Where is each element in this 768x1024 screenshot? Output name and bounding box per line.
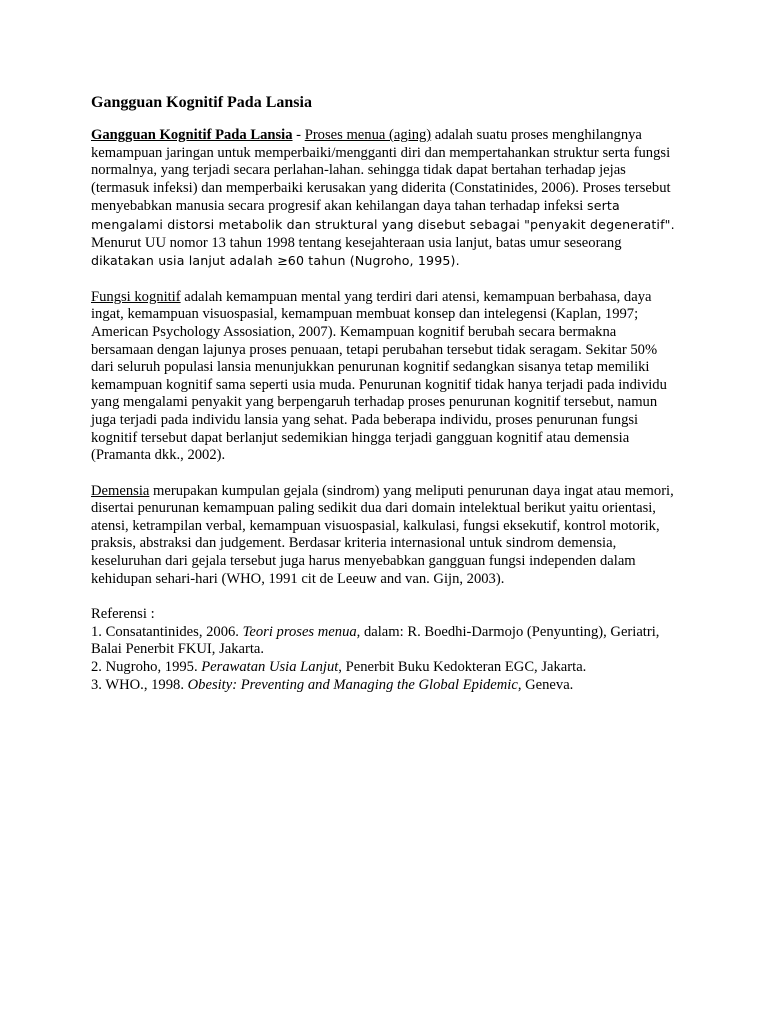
term-fungsi-kognitif: Fungsi kognitif [91,288,181,305]
paragraph-text-alt-font: dikatakan usia lanjut adalah ≥60 tahun (Nugroho, 1995). [91,253,460,269]
paragraph-text: merupakan kumpulan gejala (sindrom) yang meliputi penurunan daya ingat atau memori, disertai penurunan kemampuan paling sedikit dua dari domain intelektual berikut yaitu orientasi, atensi, ketrampilan verbal, kemampuan visuospasial, kalkulasi, fungsi eksekutif, kontrol motorik, praksis, abstraksi dan judgement. Berdasar kriteria internasional untuk sindrom demensia, keseluruhan dari gejala tersebut juga harus menyebabkan gangguan fungsi independen dalam kehidupan sehari-hari (WHO, 1991 cit de Leeuw and van. Gijn, 2003). [91,482,674,587]
reference-author: 2. Nugroho, 1995. [91,659,202,676]
reference-item [91,677,676,695]
paragraph-text-alt-font: serta mengalami distorsi metabolik dan struktural yang disebut sebagai "penyakit degeneratif". [91,198,675,232]
reference-item [91,659,676,677]
references-heading: Referensi : [91,606,155,623]
term-gangguan-kognitif: Gangguan Kognitif Pada Lansia [91,127,293,143]
paragraph-text: Menurut UU nomor 13 tahun 1998 tentang kesejahteraan usia lanjut, batas umur seseorang [91,234,622,251]
page-title: Gangguan Kognitif Pada Lansia [91,94,312,111]
reference-title: Teori proses menua [242,623,357,640]
term-proses-menua: Proses menua (aging) [304,127,432,143]
paragraph-aging [91,127,676,271]
reference-details: , Geneva. [517,676,574,693]
reference-details: , dalam: R. Boedhi-Darmojo (Penyunting), Geriatri, Balai Penerbit FKUI, Jakarta. [91,623,660,658]
term-separator: - [292,127,305,143]
references-section [91,606,676,694]
reference-author: 1. Consatantinides, 2006. [91,623,243,640]
reference-item [91,624,676,659]
paragraph-fungsi-kognitif [91,289,676,465]
reference-details: , Penerbit Buku Kedokteran EGC, Jakarta. [338,659,587,676]
reference-title: Obesity: Preventing and Managing the Global Epidemic [187,676,518,693]
reference-author: 3. WHO., 1998. [91,676,188,693]
reference-title: Perawatan Usia Lanjut [201,659,339,676]
paragraph-text: adalah suatu proses menghilangnya kemampuan jaringan untuk memperbaiki/mengganti diri dan mempertahankan struktur serta fungsi normalnya, yang terjadi secara perlahan-lahan. sehingga tidak dapat bertahan terhadap jejas (termasuk infeksi) dan memperbaiki kerusakan yang diderita (Constatinides, 2006). Proses tersebut menyebabkan manusia secara progresif akan kehilangan daya tahan terhadap infeksi [91,127,671,215]
paragraph-demensia [91,483,676,589]
term-demensia: Demensia [91,482,150,499]
paragraph-text: adalah kemampuan mental yang terdiri dari atensi, kemampuan berbahasa, daya ingat, kemampuan visuospasial, kemampuan membuat konsep dan intelegensi (Kaplan, 1997; American Psychology Assosiation, 2007). Kemampuan kognitif berubah secara bermakna bersamaan dengan lajunya proses penuaan, tetapi perubahan tersebut tidak seragam. Sekitar 50% dari seluruh populasi lansia menunjukkan penurunan kognitif sedangkan sisanya tetap memiliki kemampuan kognitif sama seperti usia muda. Penurunan kognitif tidak hanya terjadi pada individu yang mengalami penyakit yang berpengaruh terhadap proses penurunan kognitif tersebut, namun juga terjadi pada individu lansia yang sehat. Pada beberapa individu, proses penurunan fungsi kognitif tersebut dapat berlanjut sedemikian hingga terjadi gangguan kognitif atau demensia (Pramanta dkk., 2002). [91,288,667,464]
